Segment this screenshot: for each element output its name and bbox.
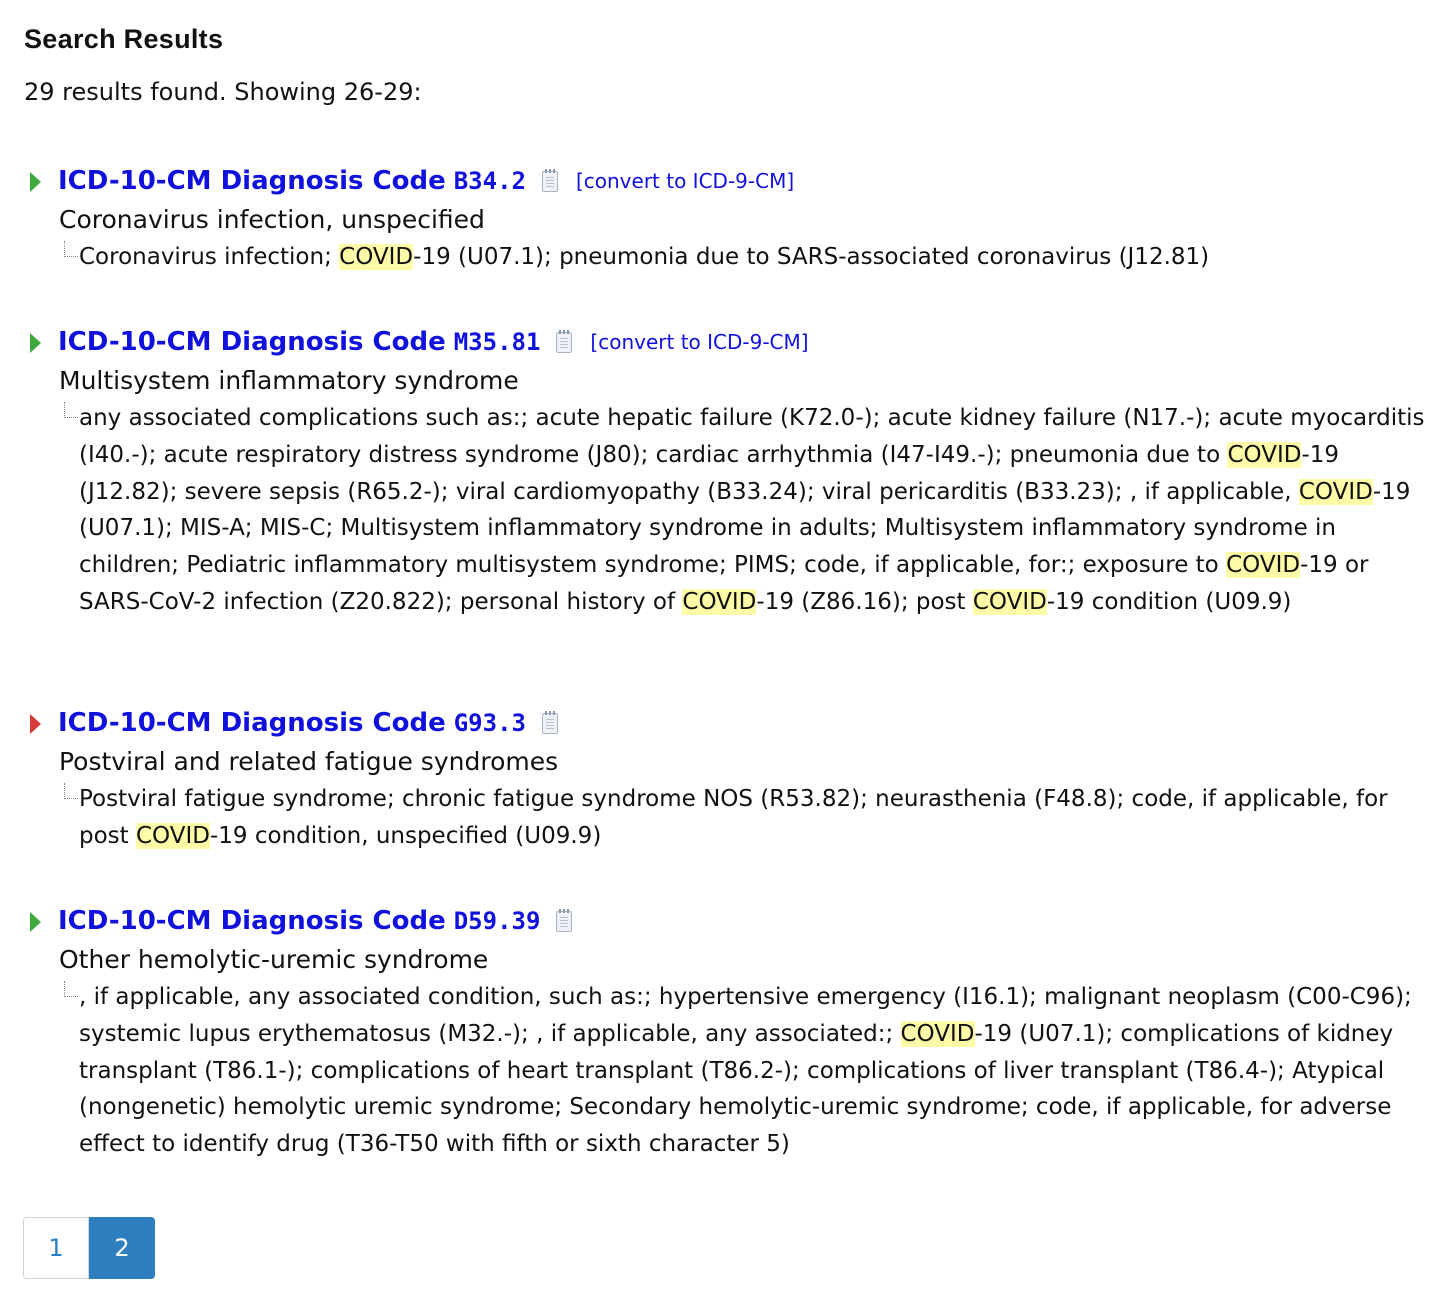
code-link-label: ICD-10-CM Diagnosis Code xyxy=(58,708,446,738)
pagination xyxy=(23,1217,155,1279)
expand-arrow-icon[interactable] xyxy=(30,912,41,932)
code-link[interactable] xyxy=(58,327,540,357)
notepad-icon[interactable] xyxy=(556,911,572,932)
result-notes xyxy=(79,979,1434,1163)
result-header xyxy=(24,161,1434,201)
page-button-1[interactable]: 1 xyxy=(23,1217,89,1279)
expand-arrow-icon[interactable] xyxy=(30,172,41,192)
code-link[interactable] xyxy=(58,708,526,738)
notes-text: any associated complications such as:; acute hepatic failure (K72.0-); acute kidney failure (N17.-); acute myocarditis (I40.-); acute respiratory distress syndrome (J80); cardiac arrhythmia (I47-I49.-); pneumonia due to COVID-19 (J12.82); severe sepsis (R65.2-); viral cardiomyopathy (B33.24); viral pericarditis (B33.23); , if applicable, COVID-19 (U07.1); MIS-A; MIS-C; Multisystem inflammatory syndrome in adults; Multisystem inflammatory syndrome in children; Pediatric inflammatory multisystem syndrome; PIMS; code, if applicable, for:; exposure to COVID-19 or SARS-CoV-2 infection (Z20.822); personal history of COVID-19 (Z86.16); post COVID-19 condition (U09.9) xyxy=(79,405,1425,615)
page-title: Search Results xyxy=(24,24,224,54)
search-highlight: COVID xyxy=(682,588,757,615)
convert-link[interactable]: [convert to ICD-9-CM] xyxy=(575,169,795,193)
notepad-icon[interactable] xyxy=(542,171,558,192)
code-link-label: ICD-10-CM Diagnosis Code xyxy=(58,327,446,357)
result-description: Coronavirus infection, unspecified xyxy=(59,205,485,234)
tree-connector-icon xyxy=(64,241,78,257)
search-highlight: COVID xyxy=(1227,441,1302,468)
code-link-label: ICD-10-CM Diagnosis Code xyxy=(58,166,446,196)
notepad-icon[interactable] xyxy=(556,332,572,353)
expand-arrow-icon[interactable] xyxy=(30,333,41,353)
result-header xyxy=(24,901,1434,941)
search-highlight: COVID xyxy=(1298,478,1373,505)
result-header xyxy=(24,322,1434,362)
result-description: Other hemolytic-uremic syndrome xyxy=(59,945,489,974)
result-description: Multisystem inflammatory syndrome xyxy=(59,366,519,395)
convert-link[interactable]: [convert to ICD-9-CM] xyxy=(590,330,809,354)
result-item xyxy=(24,901,1434,1163)
result-item xyxy=(24,703,1434,855)
code-value: G93.3 xyxy=(453,709,526,737)
page-button-2-current[interactable]: 2 xyxy=(89,1217,155,1279)
search-highlight: COVID xyxy=(135,822,210,849)
result-header xyxy=(24,703,1434,743)
result-notes xyxy=(79,239,1434,276)
tree-connector-icon xyxy=(64,783,78,799)
result-notes xyxy=(79,400,1434,621)
result-description: Postviral and related fatigue syndromes xyxy=(59,747,559,776)
result-notes xyxy=(79,781,1434,855)
code-value: M35.81 xyxy=(453,328,541,356)
search-highlight: COVID xyxy=(1226,552,1301,579)
search-highlight: COVID xyxy=(900,1020,975,1047)
result-item xyxy=(24,322,1434,621)
expand-arrow-icon[interactable] xyxy=(30,714,41,734)
tree-connector-icon xyxy=(64,402,78,418)
search-highlight: COVID xyxy=(972,588,1047,615)
code-link-label: ICD-10-CM Diagnosis Code xyxy=(58,906,446,936)
tree-connector-icon xyxy=(64,981,78,997)
notes-text: , if applicable, any associated condition, such as:; hypertensive emergency (I16.1); malignant neoplasm (C00-C96); systemic lupus erythematosus (M32.-); , if applicable, any associated:; COVID-19 (U07.1); complications of kidney transplant (T86.1-); complications of heart transplant (T86.2-); complications of liver transplant (T86.4-); Atypical (nongenetic) hemolytic uremic syndrome; Secondary hemolytic-uremic syndrome; code, if applicable, for adverse effect to identify drug (T36-T50 with fifth or sixth character 5) xyxy=(79,984,1412,1158)
notepad-icon[interactable] xyxy=(542,713,558,734)
code-link[interactable] xyxy=(58,166,526,196)
results-summary: 29 results found. Showing 26-29: xyxy=(24,78,422,106)
result-item xyxy=(24,161,1434,276)
search-highlight: COVID xyxy=(339,244,414,270)
notes-text: Postviral fatigue syndrome; chronic fatigue syndrome NOS (R53.82); neurasthenia (F48.8); code, if applicable, for post COVID-19 condition, unspecified (U09.9) xyxy=(79,786,1388,849)
notes-text: Coronavirus infection; COVID-19 (U07.1); pneumonia due to SARS-associated coronavirus (J12.81) xyxy=(79,244,1210,270)
code-value: B34.2 xyxy=(453,167,526,195)
code-link[interactable] xyxy=(58,906,540,936)
code-value: D59.39 xyxy=(453,907,541,935)
